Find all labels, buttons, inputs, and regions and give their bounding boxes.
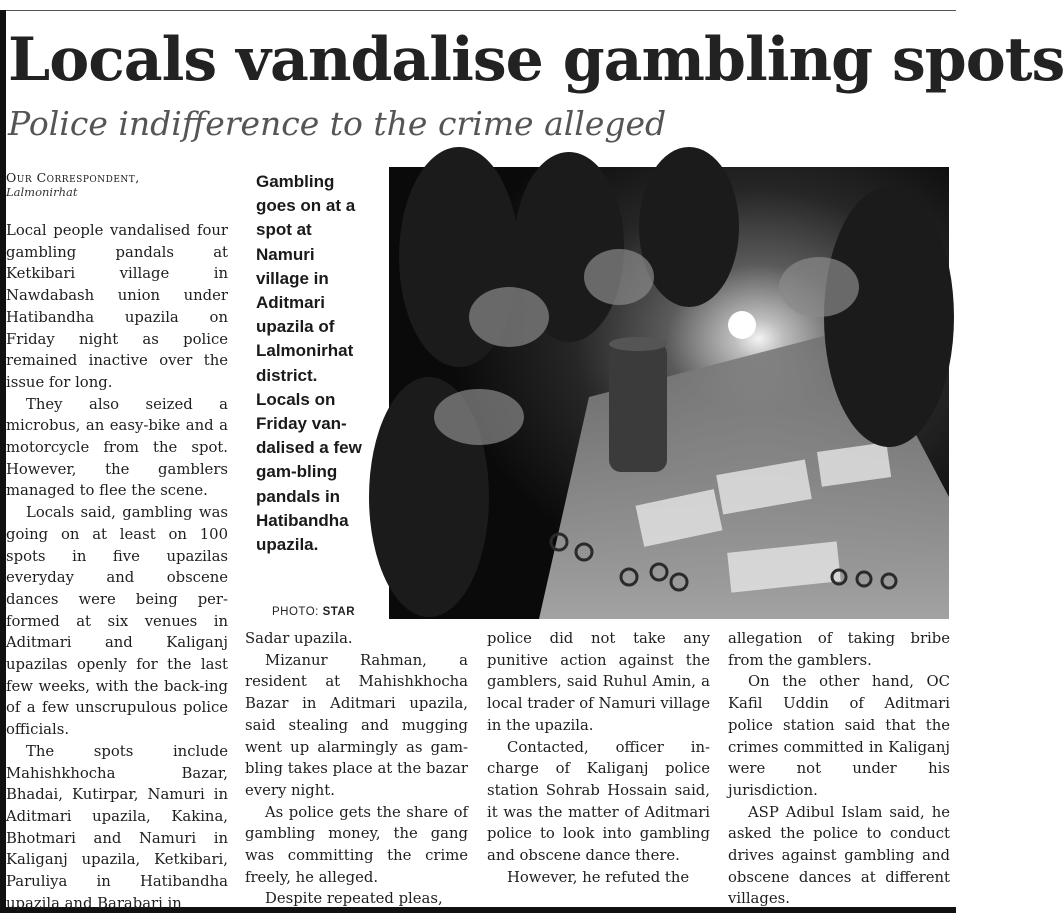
paragraph: The spots include Mahishkhocha Bazar, Bhadai, Kutirpar, Namuri in Aditmari upazila, Kakina, Bhotmari and Namuri in Kaliganj upazila, Ketkibari, Paruliya in Hatibandha upazila and Barabari in (6, 742, 228, 912)
article-column-1 (6, 220, 228, 910)
article-column-2 (245, 628, 468, 910)
article-column-4 (728, 628, 950, 910)
byline (6, 170, 230, 199)
headline: Locals vandalise gambling spots (8, 25, 1064, 95)
paragraph: Contacted, officer in-charge of Kaliganj police station Sohrab Hossain said, it was the matter of Aditmari police to look into gambling and obscene dance there. (487, 738, 710, 865)
paragraph: As police gets the share of gambling money, the gang was committing the crime freely, he alleged. (245, 803, 468, 886)
paragraph: allegation of taking bribe from the gamblers. (728, 630, 950, 669)
news-photo (389, 167, 949, 619)
top-rule (0, 10, 956, 11)
paragraph: police did not take any punitive action against the gamblers, said Ruhul Amin, a local trader of Namuri village in the upazila. (487, 630, 710, 734)
paragraph: However, he refuted the (507, 868, 690, 886)
paragraph: Local people vandalised four gambling pandals at Ketkibari village in Nawdabash union under Hatibandha upazila on Friday night as police remained inactive over the issue for long. (6, 222, 228, 391)
paragraph: ASP Adibul Islam said, he asked the police to conduct drives against gambling and obscene dances at different villages. (728, 803, 950, 908)
photo-credit (272, 606, 355, 618)
photo-credit-source: STAR (322, 606, 356, 618)
photo-credit-label: PHOTO: (272, 606, 319, 618)
paragraph: On the other hand, OC Kafil Uddin of Aditmari police station said that the crimes committed in Kaliganj were not under his jurisdiction. (728, 673, 950, 799)
subheadline: Police indifference to the crime alleged (8, 104, 667, 143)
paragraph: They also seized a microbus, an easy-bike and a motorcycle from the spot. However, the gamblers managed to flee the scene. (6, 395, 228, 500)
paragraph: Despite repeated pleas, (265, 890, 443, 908)
article-column-3 (487, 628, 710, 910)
gambling-scene-photo (389, 167, 949, 619)
paragraph: Mizanur Rahman, a resident at Mahishkhocha Bazar in Aditmari upazila, said stealing and mugging went up alarmingly as gam-bling takes place at the bazar every night. (245, 651, 468, 799)
paragraph: Sadar upazila. (245, 630, 353, 647)
paragraph: Locals said, gambling was going on at least on 100 spots in five upazilas everyday and obscene dances were being per-formed at six venues in Aditmari and Kaliganj upazilas openly for the last few weeks, with the back-ing of a few unscrupulous police officials. (6, 504, 228, 739)
byline-name: Our Correspondent, (6, 170, 140, 185)
byline-place: Lalmonirhat (6, 185, 78, 199)
photo-caption: Gambling goes on at a spot at Namuri village in Aditmari upazila of Lalmonirhat district. Locals on Friday van-dalised a few gam-bling pandals in Hatibandha upazila. (256, 172, 362, 555)
